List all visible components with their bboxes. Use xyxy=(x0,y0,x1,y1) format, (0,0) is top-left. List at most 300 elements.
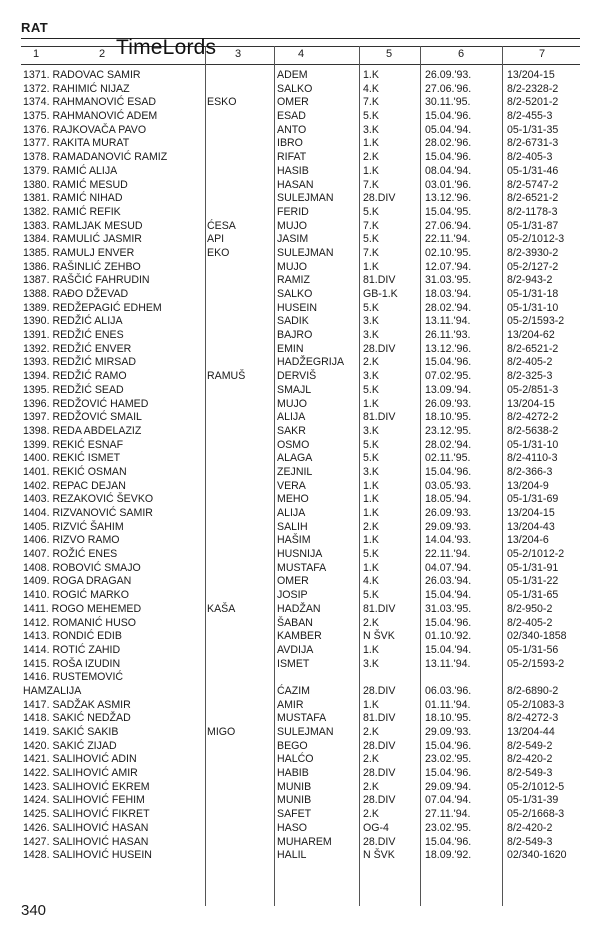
cell-date: 04.07.'94. xyxy=(425,561,472,574)
cell-father: RIFAT xyxy=(277,151,307,164)
cell-ref: 05-1/31-91 xyxy=(507,561,559,574)
cell-name: 1394. REDŽIĆ RAMO xyxy=(23,370,127,383)
cell-date: 01.11.'94. xyxy=(425,698,471,711)
table-row xyxy=(21,480,581,494)
cell-nick: KAŠA xyxy=(207,602,236,615)
cell-name: 1399. REKIĆ ESNAF xyxy=(23,438,124,451)
cell-name: 1387. RAŠČIĆ FAHRUDIN xyxy=(23,274,150,287)
cell-name: 1384. RAMULIĆ JASMIR xyxy=(23,233,142,246)
cell-unit: 28.DIV xyxy=(363,739,396,752)
cell-father: ALIJA xyxy=(277,507,306,519)
column-header-5: 5 xyxy=(386,48,393,60)
cell-ref: 05-1/31-35 xyxy=(507,123,559,136)
cell-ref: 05-1/31-69 xyxy=(507,493,559,506)
cell-ref: 8/2-549-2 xyxy=(507,739,553,752)
cell-name: 1379. RAMIĆ ALIJA xyxy=(23,164,118,177)
cell-date: 23.02.'95. xyxy=(425,821,472,834)
table-row xyxy=(21,699,581,713)
table-row xyxy=(21,726,581,740)
cell-father: FERID xyxy=(277,205,309,218)
cell-father: HALIL xyxy=(277,849,307,862)
cell-unit: 1.K xyxy=(363,493,379,506)
table-row xyxy=(21,767,581,781)
cell-date: 15.04.'94. xyxy=(425,643,472,656)
cell-ref: 8/2-6731-3 xyxy=(507,137,559,150)
table-row xyxy=(21,384,581,398)
cell-date: 31.03.'95. xyxy=(425,274,472,287)
cell-name: 1381. RAMIĆ NIHAD xyxy=(23,192,123,205)
cell-name: 1425. SALIHOVIĆ FIKRET xyxy=(23,808,150,821)
cell-date: 07.04.'94. xyxy=(425,794,472,807)
cell-ref: 05-1/31-65 xyxy=(507,589,559,602)
cell-name: 1371. RADOVAC SAMIR xyxy=(23,69,141,81)
table-row xyxy=(21,69,581,83)
cell-ref: 13/204-15 xyxy=(507,69,555,81)
cell-name: 1393. REDŽIĆ MIRSAD xyxy=(23,356,137,369)
cell-father: HADŽAN xyxy=(277,602,321,615)
cell-ref: 13/204-6 xyxy=(507,534,549,547)
cell-name: 1376. RAJKOVAČA PAVO xyxy=(23,123,147,136)
cell-date: 18.10.'95. xyxy=(425,712,472,725)
cell-date: 18.05.'94. xyxy=(425,493,472,506)
cell-ref: 05-1/31-10 xyxy=(507,438,559,451)
cell-date: 03.01.'96. xyxy=(425,178,472,191)
table-row xyxy=(21,658,581,672)
table-row xyxy=(21,137,581,151)
table-row xyxy=(21,836,581,850)
cell-date: 18.10.'95. xyxy=(425,411,472,424)
table-row xyxy=(21,206,581,220)
cell-date: 15.04.'96. xyxy=(425,110,472,123)
cell-ref: 05-1/31-87 xyxy=(507,219,559,232)
cell-name: 1372. RAHIMIĆ NIJAZ xyxy=(23,82,130,95)
cell-name: 1389. REDŽEPAGIĆ EDHEM xyxy=(23,301,162,314)
cell-date: 23.12.'95. xyxy=(425,424,472,437)
cell-date: 18.09.'92. xyxy=(425,849,472,862)
cell-ref: 8/2-943-2 xyxy=(507,274,553,287)
cell-date: 15.04.'96. xyxy=(425,767,472,780)
cell-name: 1406. RIZVO RAMO xyxy=(23,534,120,547)
cell-unit: 28.DIV xyxy=(363,794,396,807)
cell-ref: 02/340-1620 xyxy=(507,849,567,862)
cell-unit: 7.K xyxy=(363,246,379,259)
cell-father: ĆAZIM xyxy=(277,684,310,697)
table-row xyxy=(21,151,581,165)
table-row xyxy=(21,740,581,754)
cell-name: 1427. SALIHOVIĆ HASAN xyxy=(23,835,149,848)
cell-nick: ĆESA xyxy=(207,219,236,232)
table-row xyxy=(21,712,581,726)
cell-unit: 1.K xyxy=(363,69,379,81)
cell-unit: 5.K xyxy=(363,205,379,218)
cell-father: SAFET xyxy=(277,808,312,821)
table-row xyxy=(21,165,581,179)
cell-name: 1408. ROBOVIĆ SMAJO xyxy=(23,561,141,574)
cell-nick: ESKO xyxy=(207,96,237,109)
cell-date: 29.09.'93. xyxy=(425,520,472,533)
cell-name: 1411. ROGO MEHEMED xyxy=(23,602,142,615)
cell-father: SALIH xyxy=(277,520,308,533)
cell-name: 1398. REDA ABDELAZIZ xyxy=(23,424,142,437)
cell-unit: 1.K xyxy=(363,137,379,150)
cell-father: HUSNIJA xyxy=(277,548,323,561)
table-row xyxy=(21,575,581,589)
cell-name: 1412. ROMANIĆ HUSO xyxy=(23,616,137,629)
cell-date: 13.12.'96. xyxy=(425,342,472,355)
cell-date: 15.04.'95. xyxy=(425,205,472,218)
cell-date: 26.09.'93. xyxy=(425,397,472,410)
cell-name: 1397. REDŽOVIĆ SMAIL xyxy=(23,411,142,424)
table-row xyxy=(21,192,581,206)
table-row xyxy=(21,356,581,370)
cell-ref: 13/204-62 xyxy=(507,329,555,342)
cell-name: 1409. ROGA DRAGAN xyxy=(23,575,132,588)
cell-unit: 4.K xyxy=(363,575,379,588)
cell-unit: 2.K xyxy=(363,753,379,766)
page-title: RAT xyxy=(21,20,49,35)
cell-ref: 13/204-15 xyxy=(507,507,555,519)
cell-father: RAMIZ xyxy=(277,274,310,287)
cell-name: 1385. RAMULJ ENVER xyxy=(23,246,135,259)
cell-name: 1400. REKIĆ ISMET xyxy=(23,452,121,465)
cell-father: KAMBER xyxy=(277,630,322,643)
cell-unit: 3.K xyxy=(363,465,379,478)
cell-father: MEHO xyxy=(277,493,309,506)
cell-date: 15.04.'96. xyxy=(425,739,472,752)
column-header-4: 4 xyxy=(298,48,305,60)
cell-name: 1428. SALIHOVIĆ HUSEIN xyxy=(23,849,152,862)
cell-ref: 8/2-549-3 xyxy=(507,835,553,848)
cell-father: HALĆO xyxy=(277,753,314,766)
cell-ref: 05-2/1083-3 xyxy=(507,698,565,711)
cell-father: MUJO xyxy=(277,219,308,232)
cell-father: HAŠIM xyxy=(277,534,311,547)
cell-unit: 7.K xyxy=(363,178,379,191)
cell-father: SALKO xyxy=(277,288,313,300)
cell-ref: 8/2-549-3 xyxy=(507,767,553,780)
cell-unit: 1.K xyxy=(363,397,379,410)
cell-ref: 02/340-1858 xyxy=(507,630,567,643)
cell-father: BAJRO xyxy=(277,329,313,342)
cell-name: 1391. REDŽIĆ ENES xyxy=(23,329,124,342)
cell-date: 26.03.'94. xyxy=(425,575,472,588)
cell-unit: 81.DIV xyxy=(363,411,396,424)
cell-unit: 2.K xyxy=(363,616,379,629)
cell-father: MUSTAFA xyxy=(277,561,327,574)
table-row xyxy=(21,534,581,548)
cell-nick: MIGO xyxy=(207,726,236,738)
cell-unit: 1.K xyxy=(363,698,379,711)
cell-father: JOSIP xyxy=(277,589,308,602)
cell-ref: 8/2-1178-3 xyxy=(507,205,558,218)
cell-unit: 1.K xyxy=(363,164,379,177)
cell-ref: 8/2-420-2 xyxy=(507,753,553,766)
table-row xyxy=(21,562,581,576)
cell-ref: 13/204-44 xyxy=(507,726,555,738)
cell-ref: 8/2-325-3 xyxy=(507,370,553,383)
table-row xyxy=(21,370,581,384)
cell-ref: 8/2-4110-3 xyxy=(507,452,558,465)
cell-date: 14.04.'93. xyxy=(425,534,472,547)
cell-ref: 13/204-43 xyxy=(507,520,555,533)
cell-ref: 05-2/1593-2 xyxy=(507,315,565,328)
cell-date: 01.10.'92. xyxy=(425,630,472,643)
cell-date: 26.09.'93. xyxy=(425,69,472,81)
table-row xyxy=(21,398,581,412)
cell-date: 27.11.'94. xyxy=(425,808,471,821)
table-row xyxy=(21,507,581,521)
cell-unit: 3.K xyxy=(363,657,379,670)
cell-ref: 05-2/1012-5 xyxy=(507,780,565,793)
cell-unit: 3.K xyxy=(363,329,379,342)
cell-ref: 8/2-405-3 xyxy=(507,151,553,164)
cell-ref: 8/2-405-2 xyxy=(507,356,553,369)
cell-unit: 2.K xyxy=(363,151,379,164)
cell-date: 22.11.'94. xyxy=(425,233,471,246)
column-header-3: 3 xyxy=(235,48,242,60)
cell-name: 1414. ROTIĆ ZAHID xyxy=(23,643,121,656)
cell-unit: 81.DIV xyxy=(363,274,396,287)
cell-date: 13.09.'94. xyxy=(425,383,472,396)
cell-name: 1419. SAKIĆ SAKIB xyxy=(23,726,119,738)
column-header-6: 6 xyxy=(458,48,465,60)
cell-name: 1401. REKIĆ OSMAN xyxy=(23,465,127,478)
cell-unit: 1.K xyxy=(363,507,379,519)
cell-ref: 05-2/127-2 xyxy=(507,260,559,273)
cell-unit: 28.DIV xyxy=(363,192,396,205)
cell-father: HASO xyxy=(277,821,308,834)
cell-date: 05.04.'94. xyxy=(425,123,472,136)
cell-date: 31.03.'95. xyxy=(425,602,472,615)
cell-unit: 5.K xyxy=(363,301,379,314)
table-row xyxy=(21,849,581,863)
cell-name: 1388. RAĐO DŽEVAD xyxy=(23,288,129,300)
table-row xyxy=(21,466,581,480)
header-divider xyxy=(21,38,580,39)
roster-table xyxy=(21,69,581,863)
cell-ref: 8/2-6521-2 xyxy=(507,192,559,205)
cell-unit: GB-1.K xyxy=(363,288,398,300)
cell-ref: 05-1/31-10 xyxy=(507,301,559,314)
cell-date: 02.10.'95. xyxy=(425,246,472,259)
table-row xyxy=(21,808,581,822)
table-row xyxy=(21,302,581,316)
table-row xyxy=(21,671,581,685)
cell-ref: 8/2-5747-2 xyxy=(507,178,559,191)
cell-date: 29.09.'93. xyxy=(425,726,472,738)
table-row xyxy=(21,548,581,562)
table-row xyxy=(21,343,581,357)
cell-ref: 8/2-3930-2 xyxy=(507,246,559,259)
cell-date: 15.04.'96. xyxy=(425,616,472,629)
cell-unit: 5.K xyxy=(363,110,379,123)
table-row xyxy=(21,794,581,808)
cell-name: 1410. ROGIĆ MARKO xyxy=(23,589,129,602)
cell-date: 13.11.'94. xyxy=(425,315,471,328)
cell-date: 15.04.'96. xyxy=(425,356,472,369)
cell-date: 03.05.'93. xyxy=(425,479,472,492)
cell-date: 28.02.'94. xyxy=(425,301,472,314)
table-row xyxy=(21,822,581,836)
cell-unit: 1.K xyxy=(363,479,379,492)
cell-father: HUSEIN xyxy=(277,301,318,314)
cell-father: VERA xyxy=(277,479,306,492)
cell-father: SALKO xyxy=(277,82,313,95)
cell-date: 15.04.'96. xyxy=(425,151,472,164)
cell-unit: 28.DIV xyxy=(363,835,396,848)
column-header-2: 2 xyxy=(99,48,106,60)
table-row xyxy=(21,288,581,302)
table-row xyxy=(21,274,581,288)
cell-father: MUNIB xyxy=(277,794,312,807)
cell-name: 1374. RAHMANOVIĆ ESAD xyxy=(23,96,157,109)
cell-date: 26.11.'93. xyxy=(425,329,471,342)
cell-name: 1418. SAKIĆ NEDŽAD xyxy=(23,712,131,725)
cell-name: 1377. RAKITA MURAT xyxy=(23,137,130,150)
table-row xyxy=(21,96,581,110)
cell-father: HABIB xyxy=(277,767,309,780)
cell-father: EMIN xyxy=(277,342,304,355)
table-row xyxy=(21,233,581,247)
table-row xyxy=(21,521,581,535)
page-number: 340 xyxy=(21,902,47,919)
cell-father: ZEJNIL xyxy=(277,465,313,478)
cell-unit: 3.K xyxy=(363,424,379,437)
cell-unit: 1.K xyxy=(363,260,379,273)
cell-name: 1421. SALIHOVIĆ ADIN xyxy=(23,753,137,766)
cell-date: 30.11.'95. xyxy=(425,96,471,109)
cell-father: HADŽEGRIJA xyxy=(277,356,345,369)
cell-father: AVDIJA xyxy=(277,643,314,656)
cell-ref: 13/204-15 xyxy=(507,397,555,410)
cell-date: 07.02.'95. xyxy=(425,370,472,383)
table-row xyxy=(21,452,581,466)
cell-ref: 05-1/31-56 xyxy=(507,643,559,656)
cell-unit: 4.K xyxy=(363,82,379,95)
column-header-7: 7 xyxy=(539,48,546,60)
cell-date: 27.06.'96. xyxy=(425,82,472,95)
cell-date: 27.06.'94. xyxy=(425,219,472,232)
cell-unit: 28.DIV xyxy=(363,342,396,355)
table-row xyxy=(21,493,581,507)
table-row xyxy=(21,781,581,795)
cell-unit: 5.K xyxy=(363,589,379,602)
cell-father: MUNIB xyxy=(277,780,312,793)
cell-father: OSMO xyxy=(277,438,310,451)
cell-father: OMER xyxy=(277,96,309,109)
table-row xyxy=(21,685,581,699)
cell-unit: 5.K xyxy=(363,452,379,465)
cell-name: 1375. RAHMANOVIĆ ADEM xyxy=(23,110,158,123)
cell-father: MUSTAFA xyxy=(277,712,327,725)
cell-unit: 2.K xyxy=(363,808,379,821)
cell-name: 1426. SALIHOVIĆ HASAN xyxy=(23,821,149,834)
cell-name: 1423. SALIHOVIĆ EKREM xyxy=(23,780,150,793)
cell-name: 1383. RAMLJAK MESUD xyxy=(23,219,143,232)
cell-ref: 05-1/31-39 xyxy=(507,794,559,807)
cell-father: ISMET xyxy=(277,657,310,670)
cell-ref: 05-2/1668-3 xyxy=(507,808,565,821)
cell-ref: 8/2-5638-2 xyxy=(507,424,559,437)
cell-unit: 28.DIV xyxy=(363,767,396,780)
cell-name: 1424. SALIHOVIĆ FEHIM xyxy=(23,794,145,807)
cell-ref: 8/2-405-2 xyxy=(507,616,553,629)
cell-ref: 8/2-420-2 xyxy=(507,821,553,834)
cell-unit: 3.K xyxy=(363,315,379,328)
cell-ref: 8/2-6890-2 xyxy=(507,684,559,697)
cell-name: 1386. RAŠINLIĆ ZEHBO xyxy=(23,260,141,273)
cell-ref: 05-1/31-18 xyxy=(507,288,559,300)
cell-father: SULEJMAN xyxy=(277,246,334,259)
cell-date: 06.03.'96. xyxy=(425,684,472,697)
cell-unit: 2.K xyxy=(363,520,379,533)
cell-ref: 8/2-950-2 xyxy=(507,602,553,615)
cell-unit: 81.DIV xyxy=(363,712,396,725)
cell-unit: 1.K xyxy=(363,534,379,547)
table-row xyxy=(21,83,581,97)
cell-date: 29.09.'94. xyxy=(425,780,472,793)
cell-father: MUJO xyxy=(277,397,308,410)
cell-date: 28.02.'96. xyxy=(425,137,472,150)
table-row xyxy=(21,589,581,603)
table-row xyxy=(21,124,581,138)
cell-name: 1380. RAMIĆ MESUD xyxy=(23,178,128,191)
cell-date: 15.04.'96. xyxy=(425,835,472,848)
cell-father: DERVIŠ xyxy=(277,370,317,383)
cell-name: 1395. REDŽIĆ SEAD xyxy=(23,383,124,396)
cell-date: 22.11.'94. xyxy=(425,548,471,561)
table-row xyxy=(21,329,581,343)
cell-father: ALAGA xyxy=(277,452,313,465)
cell-unit: 3.K xyxy=(363,370,379,383)
watermark-text: TimeLords xyxy=(116,36,217,59)
cell-name: 1416. RUSTEMOVIĆ xyxy=(23,671,124,684)
cell-unit: OG-4 xyxy=(363,821,389,834)
cell-name: 1407. ROŽIĆ ENES xyxy=(23,548,118,561)
cell-ref: 8/2-6521-2 xyxy=(507,342,559,355)
cell-father: OMER xyxy=(277,575,309,588)
cell-name: 1415. ROŠA IZUDIN xyxy=(23,657,121,670)
cell-unit: 28.DIV xyxy=(363,684,396,697)
cell-date: 28.02.'94. xyxy=(425,438,472,451)
cell-date: 08.04.'94. xyxy=(425,164,472,177)
cell-father: IBRO xyxy=(277,137,303,150)
cell-date: 15.04.'94. xyxy=(425,589,472,602)
cell-name: 1405. RIZVIĆ ŠAHIM xyxy=(23,520,124,533)
cell-father: BEGO xyxy=(277,739,308,752)
table-row xyxy=(21,644,581,658)
cell-father: SULEJMAN xyxy=(277,192,334,205)
cell-nick: API xyxy=(207,233,225,246)
cell-ref: 8/2-455-3 xyxy=(507,110,553,123)
cell-father: JASIM xyxy=(277,233,309,246)
cell-father: ŠABAN xyxy=(277,616,313,629)
cell-date: 18.03.'94. xyxy=(425,288,472,300)
cell-nick: EKO xyxy=(207,246,230,259)
cell-name: 1390. REDŽIĆ ALIJA xyxy=(23,315,123,328)
table-row xyxy=(21,617,581,631)
cell-name: 1422. SALIHOVIĆ AMIR xyxy=(23,767,138,780)
cell-father: SAKR xyxy=(277,424,306,437)
cell-father: ANTO xyxy=(277,123,307,136)
cell-unit: N ŠVK xyxy=(363,630,395,643)
cell-date: 13.12.'96. xyxy=(425,192,472,205)
table-row xyxy=(21,411,581,425)
table-row xyxy=(21,220,581,234)
cell-date: 13.11.'94. xyxy=(425,657,471,670)
cell-name: 1413. RONDIĆ EDIB xyxy=(23,630,122,643)
cell-unit: 1.K xyxy=(363,561,379,574)
